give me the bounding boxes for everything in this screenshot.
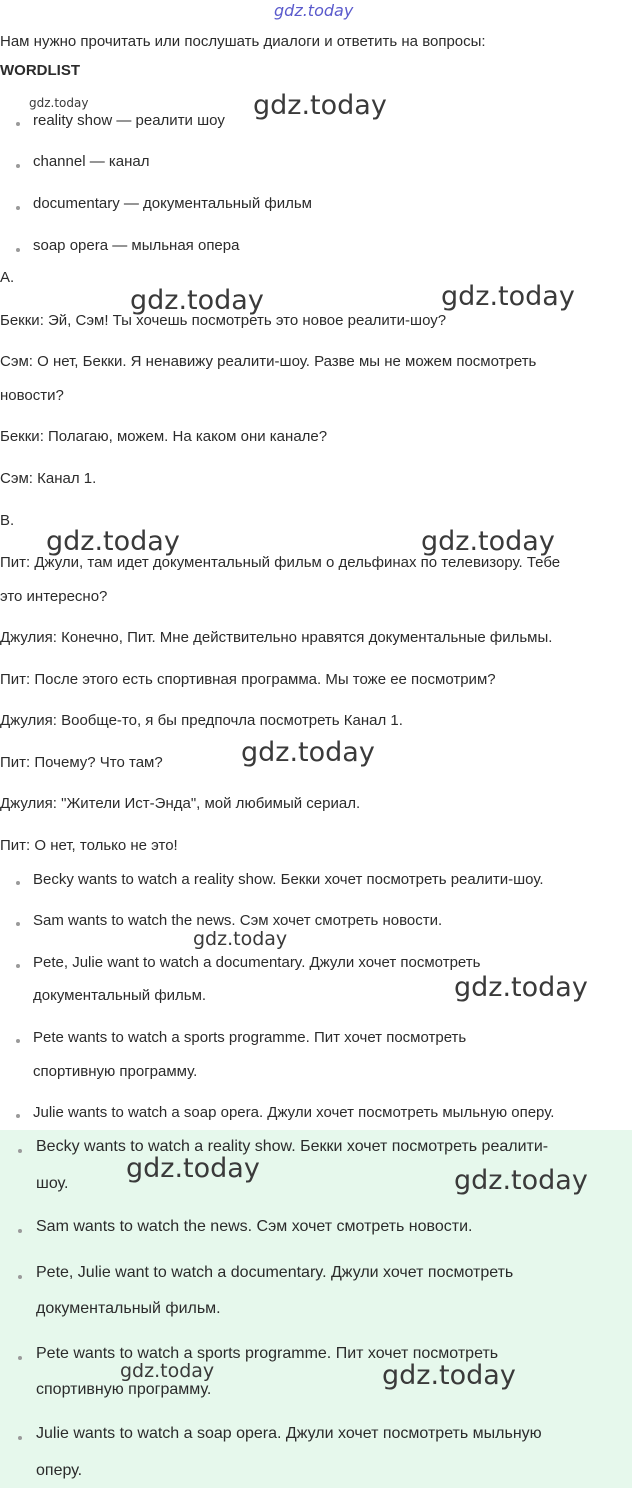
watermark-top: gdz.today — [274, 1, 354, 20]
watermark: gdz.today — [441, 281, 575, 312]
watermark: gdz.today — [193, 928, 288, 950]
answer-item-continued: спортивную программу. — [33, 1063, 198, 1080]
answer-box-item: Julie wants to watch a soap opera. Джули хочет посмотреть мыльную — [36, 1425, 542, 1442]
bullet-dot — [18, 1149, 22, 1153]
bullet-dot — [16, 206, 20, 210]
answer-item: Pete wants to watch a sports programme. Пит хочет посмотреть — [33, 1029, 467, 1046]
watermark: gdz.today — [29, 96, 89, 110]
answer-item: Becky wants to watch a reality show. Бекки хочет посмотреть реалити-шоу. — [33, 871, 544, 888]
bullet-dot — [16, 122, 20, 126]
bullet-dot — [18, 1436, 22, 1440]
answer-item: Pete, Julie want to watch a documentary. Джули хочет посмотреть — [33, 954, 481, 971]
bullet-dot — [16, 964, 20, 968]
answer-box-item: Pete, Julie want to watch a documentary. Джули хочет посмотреть — [36, 1264, 514, 1281]
answer-item: Sam wants to watch the news. Сэм хочет смотреть новости. — [33, 912, 443, 929]
watermark: gdz.today — [130, 285, 264, 316]
answer-box-item: Sam wants to watch the news. Сэм хочет смотреть новости. — [36, 1218, 473, 1235]
answer-item: Julie wants to watch a soap opera. Джули хочет посмотреть мыльную оперу. — [33, 1104, 555, 1121]
dialog-b-line: Пит: Почему? Что там? — [0, 754, 163, 771]
dialog-b-line: Пит: После этого есть спортивная программа. Мы тоже ее посмотрим? — [0, 671, 496, 688]
intro-text: Нам нужно прочитать или послушать диалоги и ответить на вопросы: — [0, 33, 486, 50]
answer-box-item-continued: документальный фильм. — [36, 1300, 221, 1317]
answer-box-item: Pete wants to watch a sports programme. Пит хочет посмотреть — [36, 1345, 499, 1362]
watermark: gdz.today — [241, 737, 375, 768]
bullet-dot — [18, 1356, 22, 1360]
bullet-dot — [18, 1229, 22, 1233]
dialog-a-line: Сэм: Канал 1. — [0, 470, 97, 487]
dialog-b-label: B. — [0, 512, 15, 529]
answer-box-item: Becky wants to watch a reality show. Бекки хочет посмотреть реалити- — [36, 1138, 549, 1155]
bullet-dot — [16, 922, 20, 926]
bullet-dot — [16, 1114, 20, 1118]
watermark: gdz.today — [46, 526, 180, 557]
watermark: gdz.today — [454, 972, 588, 1003]
dialog-a-line: Сэм: О нет, Бекки. Я ненавижу реалити-шоу. Разве мы не можем посмотреть — [0, 353, 537, 370]
watermark: gdz.today — [382, 1360, 516, 1391]
dialog-a-line: Бекки: Полагаю, можем. На каком они канале? — [0, 428, 328, 445]
dialog-b-line: Джулия: "Жители Ист-Энда", мой любимый сериал. — [0, 795, 361, 812]
dialog-b-line: Джулия: Вообще-то, я бы предпочла посмотреть Канал 1. — [0, 712, 403, 729]
bullet-dot — [16, 1039, 20, 1043]
dialog-b-line: это интересно? — [0, 588, 108, 605]
watermark: gdz.today — [253, 90, 387, 121]
bullet-dot — [16, 164, 20, 168]
dialog-a-line: Бекки: Эй, Сэм! Ты хочешь посмотреть это новое реалити-шоу? — [0, 312, 447, 329]
wordlist-item: soap opera — мыльная опера — [33, 237, 240, 254]
answer-item-continued: документальный фильм. — [33, 987, 207, 1004]
dialog-a-label: A. — [0, 269, 15, 286]
wordlist-item: documentary — документальный фильм — [33, 195, 312, 212]
dialog-b-line: Пит: О нет, только не это! — [0, 837, 178, 854]
wordlist-title: WORDLIST — [0, 62, 80, 79]
dialog-b-line: Пит: Джули, там идет документальный фильм о дельфинах по телевизору. Тебе — [0, 554, 561, 571]
dialog-b-line: Джулия: Конечно, Пит. Мне действительно нравятся документальные фильмы. — [0, 629, 553, 646]
watermark: gdz.today — [120, 1360, 215, 1382]
watermark: gdz.today — [421, 526, 555, 557]
watermark: gdz.today — [454, 1165, 588, 1196]
answer-box-item-continued: спортивную программу. — [36, 1381, 212, 1398]
bullet-dot — [16, 881, 20, 885]
bullet-dot — [18, 1275, 22, 1279]
wordlist-item: reality show — реалити шоу — [33, 112, 225, 129]
answer-box-item-continued: шоу. — [36, 1175, 69, 1192]
watermark: gdz.today — [126, 1153, 260, 1184]
answer-box-item-continued: оперу. — [36, 1462, 83, 1479]
bullet-dot — [16, 248, 20, 252]
dialog-a-line: новости? — [0, 387, 64, 404]
wordlist-item: channel — канал — [33, 153, 150, 170]
